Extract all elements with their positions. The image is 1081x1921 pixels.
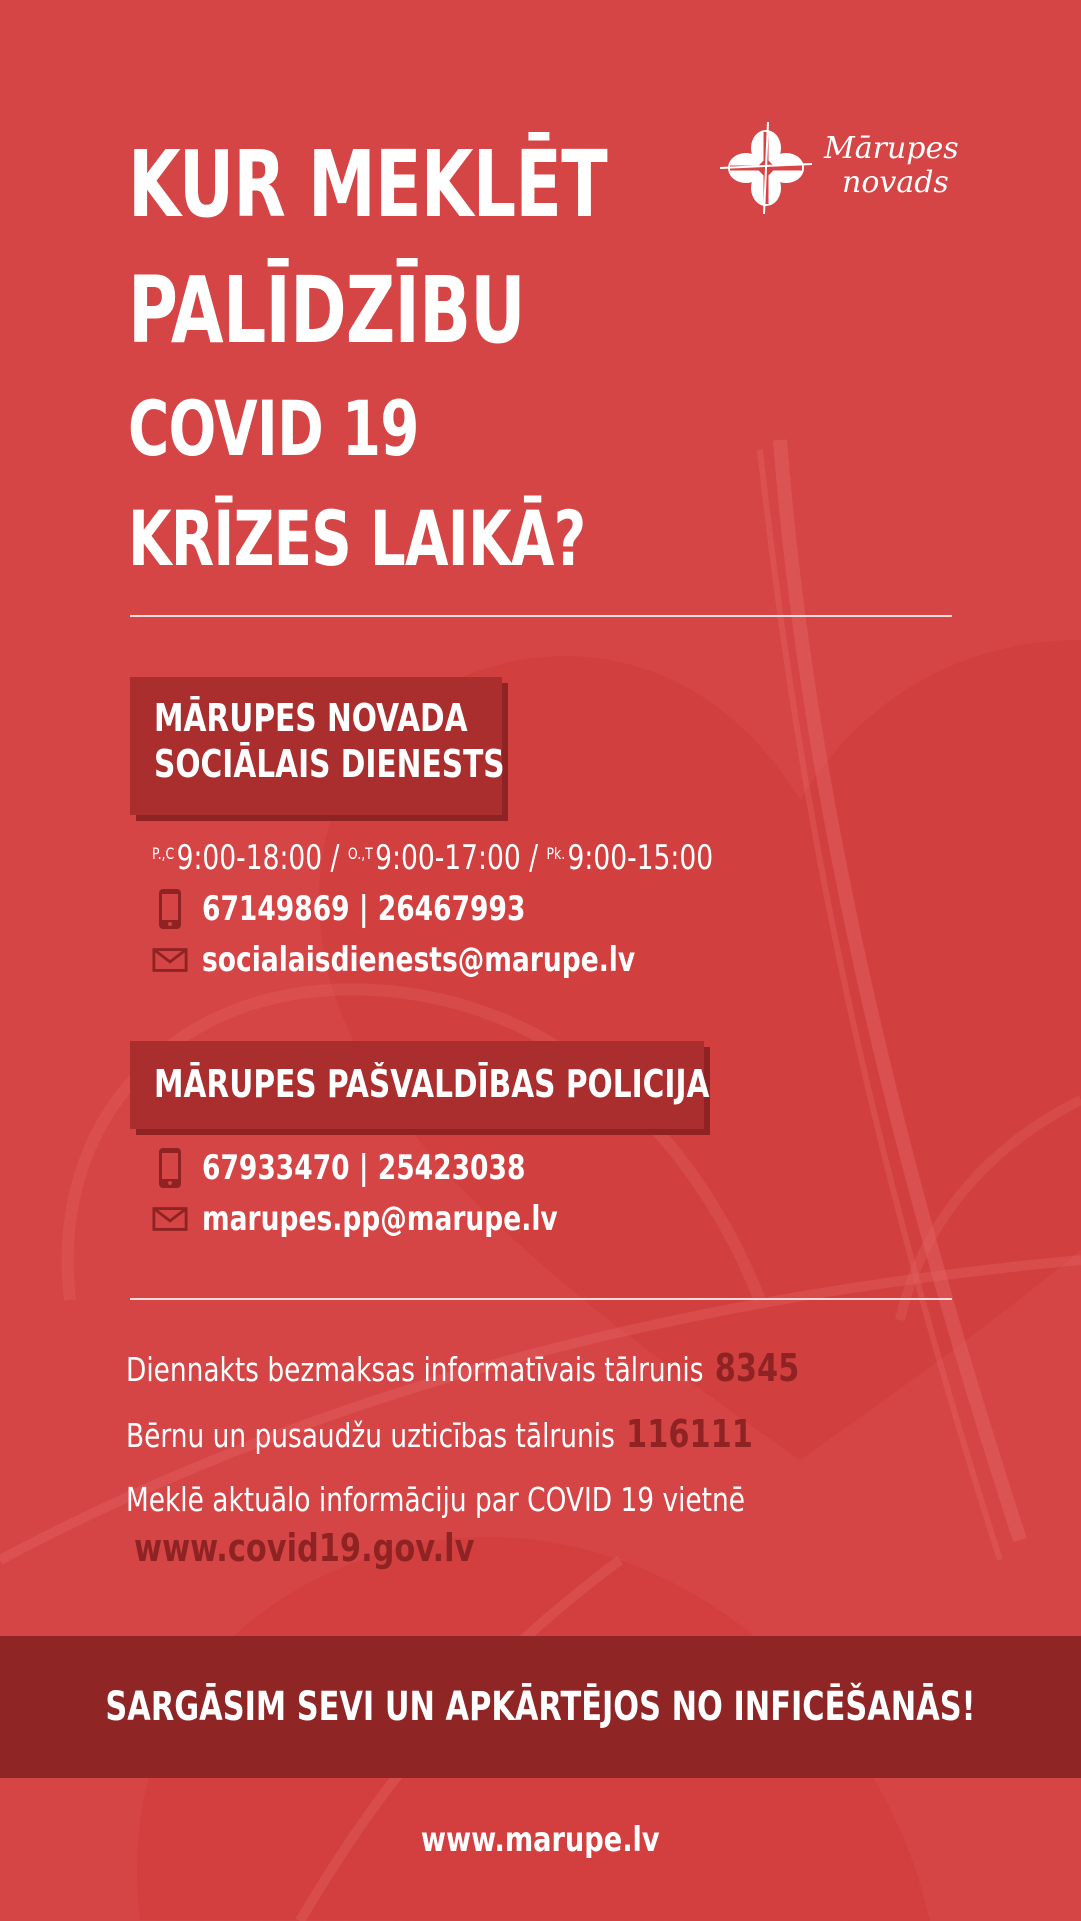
bottom-divider [130,1298,952,1300]
police-heading [130,1041,710,1129]
hours-time-1: 9:00-18:00 [176,838,323,878]
police-email-row [152,1199,658,1239]
headline-line-2: PALĪDZĪBU [128,257,525,364]
clover-cross-icon [716,118,816,218]
hours-separator-1: / [322,838,348,878]
headline-line-1: KUR MEKLĒT [128,131,607,238]
headline [128,122,688,594]
youth-text: Bērnu un pusaudžu uzticības tālrunis [126,1416,615,1455]
headline-line-4: KRĪZES LAIKĀ? [128,494,586,583]
police-title: MĀRUPES PAŠVALDĪBAS POLICIJA [154,1062,710,1106]
social-service-heading [130,677,505,815]
footer-url-link[interactable]: www.marupe.lv [421,1820,660,1860]
police-email[interactable]: marupes.pp@marupe.lv [202,1199,558,1239]
logo-line-2: novads [842,165,949,200]
youth-line [126,1412,753,1456]
social-service-phones[interactable]: 67149869 | 26467993 [202,889,526,929]
logo-line-1: Mārupes [824,131,959,166]
hours-time-3: 9:00-15:00 [567,838,714,878]
social-service-email-row [152,940,757,980]
phone-icon [152,888,188,930]
social-service-email[interactable]: socialaisdienests@marupe.lv [202,940,636,980]
covid-url-link[interactable]: www.covid19.gov.lv [134,1526,475,1570]
social-service-title-2: SOCIĀLAIS DIENESTS [154,742,505,786]
headline-line-3: COVID 19 [128,384,419,473]
hours-time-2: 9:00-17:00 [375,838,521,878]
police-phones-row [152,1147,617,1189]
hours-separator-2: / [520,838,547,878]
hotline-number[interactable]: 8345 [714,1346,800,1390]
phone-icon [152,1147,188,1189]
social-service-hours [152,838,871,878]
logo-text [824,132,959,200]
social-service-phones-row [152,888,617,930]
hotline-text: Diennakts bezmaksas informatīvais tālrunis [126,1350,704,1389]
envelope-icon [152,947,188,973]
hours-days-2: O.,T [347,844,373,863]
covid-info-line [126,1480,745,1519]
youth-number[interactable]: 116111 [626,1412,753,1456]
police-phones[interactable]: 67933470 | 25423038 [202,1148,526,1188]
covid-text: Meklē aktuālo informāciju par COVID 19 vietnē [126,1480,745,1519]
footer [0,1820,1081,1860]
envelope-icon [152,1206,188,1232]
slogan-banner [0,1636,1081,1778]
hours-days-1: P.,C [152,844,175,863]
hours-days-3: Pk. [546,844,566,863]
slogan-text: SARGĀSIM SEVI UN APKĀRTĒJOS NO INFICĒŠANĀS! [105,1684,976,1730]
marupes-novads-logo [716,118,966,228]
hotline-line [126,1346,799,1390]
social-service-title-1: MĀRUPES NOVADA [154,696,468,740]
top-divider [130,615,952,617]
hours-text [152,838,713,878]
